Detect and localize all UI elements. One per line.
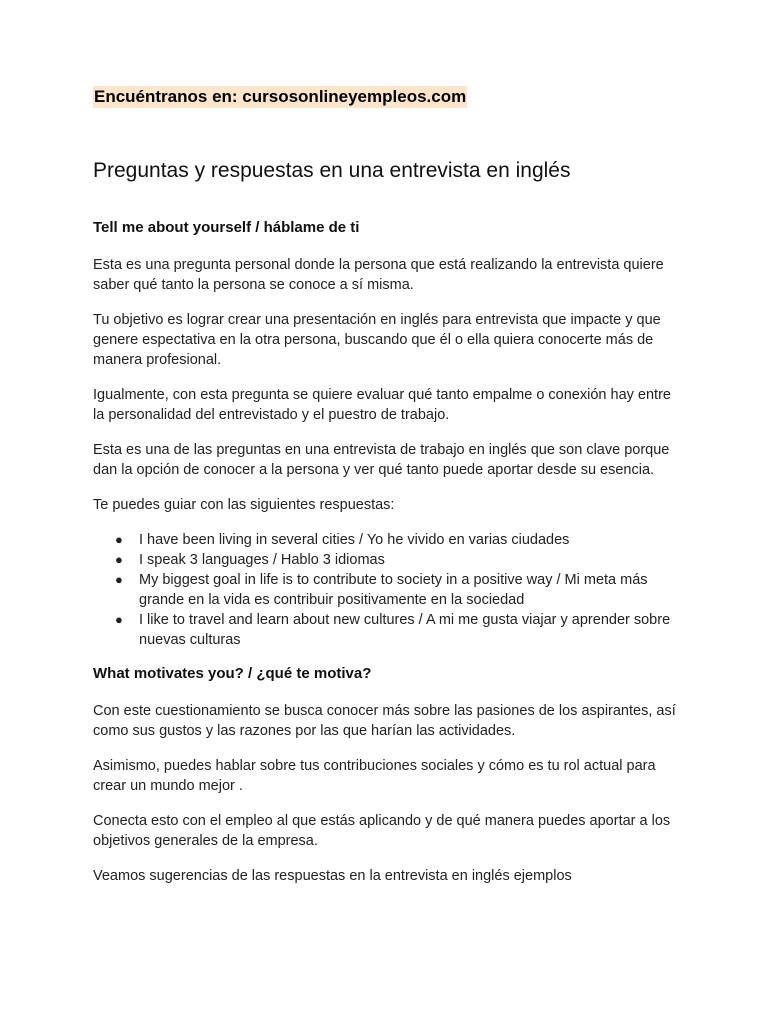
- list-item: [93, 530, 683, 550]
- list-item-text: My biggest goal in life is to contribute to society in a positive way / Mi meta más grande en la vida es contribuir positivamente en la sociedad: [139, 572, 648, 608]
- paragraph: Tu objetivo es lograr crear una presentación en inglés para entrevista que impacte y que genere espectativa en la otra persona, buscando que él o ella quiera conocerte más de manera profesional.: [93, 312, 661, 368]
- section-heading-what-motivates-you: What motivates you? / ¿qué te motiva?: [93, 665, 372, 682]
- section-heading-tell-me-about-yourself: Tell me about yourself / háblame de ti: [93, 219, 360, 236]
- document-page: [93, 86, 683, 886]
- paragraph: Esta es una de las preguntas en una entrevista de trabajo en inglés que son clave porque dan la opción de conocer a la persona y ver qué tanto puede aportar desde su esencia.: [93, 442, 670, 478]
- list-item: [93, 570, 683, 610]
- bullet-icon: ●: [115, 572, 123, 587]
- list-item-text: I have been living in several cities / Yo he vivido en varias ciudades: [139, 532, 570, 548]
- list-item-text: I like to travel and learn about new cultures / A mi me gusta viajar y aprender sobre nuevas culturas: [139, 612, 671, 648]
- paragraph: Asimismo, puedes hablar sobre tus contribuciones sociales y cómo es tu rol actual para crear un mundo mejor .: [93, 758, 656, 794]
- list-item: [93, 550, 683, 570]
- bullet-icon: ●: [115, 532, 123, 547]
- paragraph: Con este cuestionamiento se busca conocer más sobre las pasiones de los aspirantes, así como sus gustos y las razones por las que harían las actividades.: [93, 703, 676, 739]
- answer-list: [93, 530, 683, 650]
- bullet-icon: ●: [115, 552, 123, 567]
- paragraph: Esta es una pregunta personal donde la persona que está realizando la entrevista quiere saber qué tanto la persona se conoce a sí misma.: [93, 257, 664, 293]
- bullet-icon: ●: [115, 612, 123, 627]
- site-banner: Encuéntranos en: cursosonlineyempleos.com: [94, 87, 467, 106]
- document-title: Preguntas y respuestas en una entrevista en inglés: [93, 159, 571, 182]
- paragraph: Conecta esto con el empleo al que estás aplicando y de qué manera puedes aportar a los objetivos generales de la empresa.: [93, 813, 671, 849]
- paragraph: Te puedes guiar con las siguientes respuestas:: [93, 497, 395, 513]
- list-item: [93, 610, 683, 650]
- paragraph: Veamos sugerencias de las respuestas en la entrevista en inglés ejemplos: [93, 868, 572, 884]
- list-item-text: I speak 3 languages / Hablo 3 idiomas: [139, 552, 385, 568]
- paragraph: Igualmente, con esta pregunta se quiere evaluar qué tanto empalme o conexión hay entre la personalidad del entrevistado y el puestro de trabajo.: [93, 387, 671, 423]
